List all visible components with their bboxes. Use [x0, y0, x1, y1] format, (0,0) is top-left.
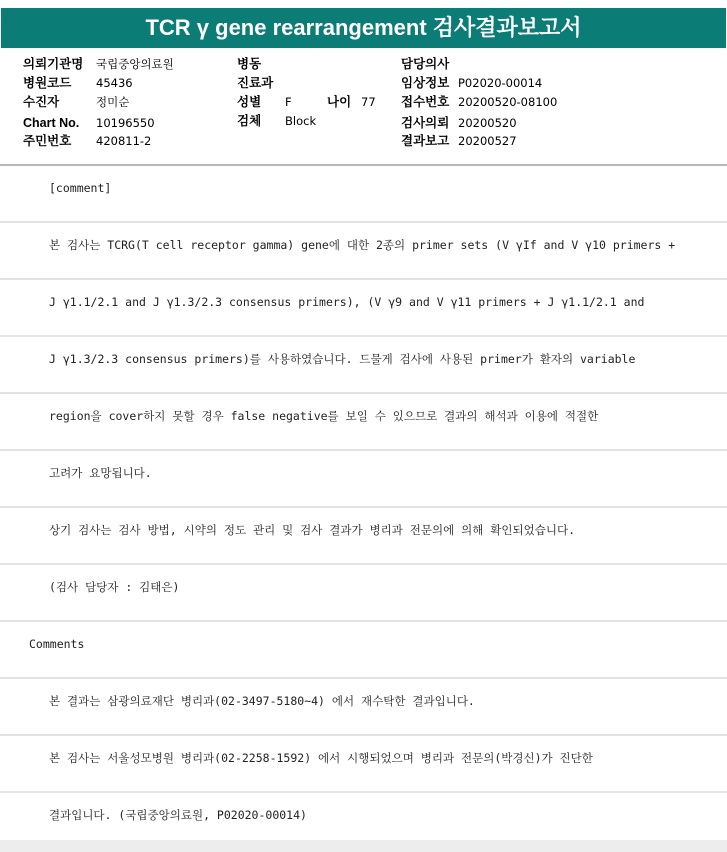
line-text: 본 검사는 TCRG(T cell receptor gamma) gene에 대한 2종의 primer sets (V γIf and V γ10 primers +	[49, 238, 676, 252]
report-line	[0, 166, 727, 223]
report-line	[0, 736, 727, 793]
line-text: J γ1.1/2.1 and J γ1.3/2.3 consensus primers), (V γ9 and V γ11 primers + J γ1.1/2.1 and	[49, 295, 645, 309]
value-result-report: 20200527	[458, 134, 517, 148]
value-sex: F	[285, 95, 292, 109]
value-patient: 정미순	[96, 95, 130, 109]
label-patient: 수진자	[23, 95, 60, 109]
line-text: J γ1.3/2.3 consensus primers)를 사용하였습니다. 드물게 검사에 사용된 primer가 환자의 variable	[49, 352, 636, 366]
value-receipt-no: 20200520-08100	[458, 95, 558, 109]
value-requesting-org: 국립중앙의료원	[96, 57, 174, 71]
line-text: region을 cover하지 못할 경우 false negative를 보일 수 있으므로 결과의 해석과 이용에 적절한	[49, 409, 599, 423]
label-test-request: 검사의뢰	[401, 116, 450, 130]
report-line	[0, 622, 727, 679]
label-age: 나이	[327, 95, 352, 109]
label-clinical-info: 임상정보	[401, 76, 450, 90]
comments-heading: Comments	[29, 637, 85, 651]
value-specimen: Block	[285, 114, 317, 128]
value-test-request: 20200520	[458, 116, 517, 130]
label-chart-no: Chart No.	[23, 116, 80, 130]
report-line	[0, 508, 727, 565]
value-clinical-info: P02020-00014	[458, 76, 543, 90]
report-title: TCR γ gene rearrangement 검사결과보고서	[1, 8, 726, 48]
value-age: 77	[361, 95, 376, 109]
line-text: (검사 담당자 : 김태은)	[49, 580, 180, 594]
value-resident-no: 420811-2	[96, 134, 152, 148]
report-line	[0, 223, 727, 280]
label-receipt-no: 접수번호	[401, 95, 450, 109]
label-hospital-code: 병원코드	[23, 76, 72, 90]
report-line	[0, 394, 727, 451]
value-hospital-code: 45436	[96, 76, 133, 90]
label-physician: 담당의사	[401, 57, 450, 71]
patient-info-header	[0, 48, 727, 164]
label-department: 진료과	[237, 76, 274, 90]
report-line	[0, 451, 727, 508]
line-text: 결과입니다. (국립중앙의료원, P02020-00014)	[49, 808, 307, 822]
line-text: 상기 검사는 검사 방법, 시약의 정도 관리 및 검사 결과가 병리과 전문의에 의해 확인되었습니다.	[49, 523, 575, 537]
line-text: 본 결과는 삼광의료재단 병리과(02-3497-5180~4) 에서 재수탁한 결과입니다.	[49, 694, 475, 708]
report-line	[0, 280, 727, 337]
label-result-report: 결과보고	[401, 134, 450, 148]
report-body	[0, 166, 727, 852]
report-line	[0, 679, 727, 736]
label-resident-no: 주민번호	[23, 134, 72, 148]
label-specimen: 검체	[237, 114, 262, 128]
label-sex: 성별	[237, 95, 262, 109]
report-line	[0, 565, 727, 622]
value-chart-no: 10196550	[96, 116, 155, 130]
line-text: 고려가 요망됩니다.	[49, 466, 152, 480]
line-text: 본 검사는 서울성모병원 병리과(02-2258-1592) 에서 시행되었으며 병리과 전문의(박경신)가 진단한	[49, 751, 593, 765]
top-margin	[0, 0, 727, 8]
label-ward: 병동	[237, 57, 262, 71]
report-line	[0, 337, 727, 394]
line-text: [comment]	[49, 181, 112, 195]
footer-bar	[0, 840, 727, 852]
label-requesting-org: 의뢰기관명	[23, 57, 84, 71]
